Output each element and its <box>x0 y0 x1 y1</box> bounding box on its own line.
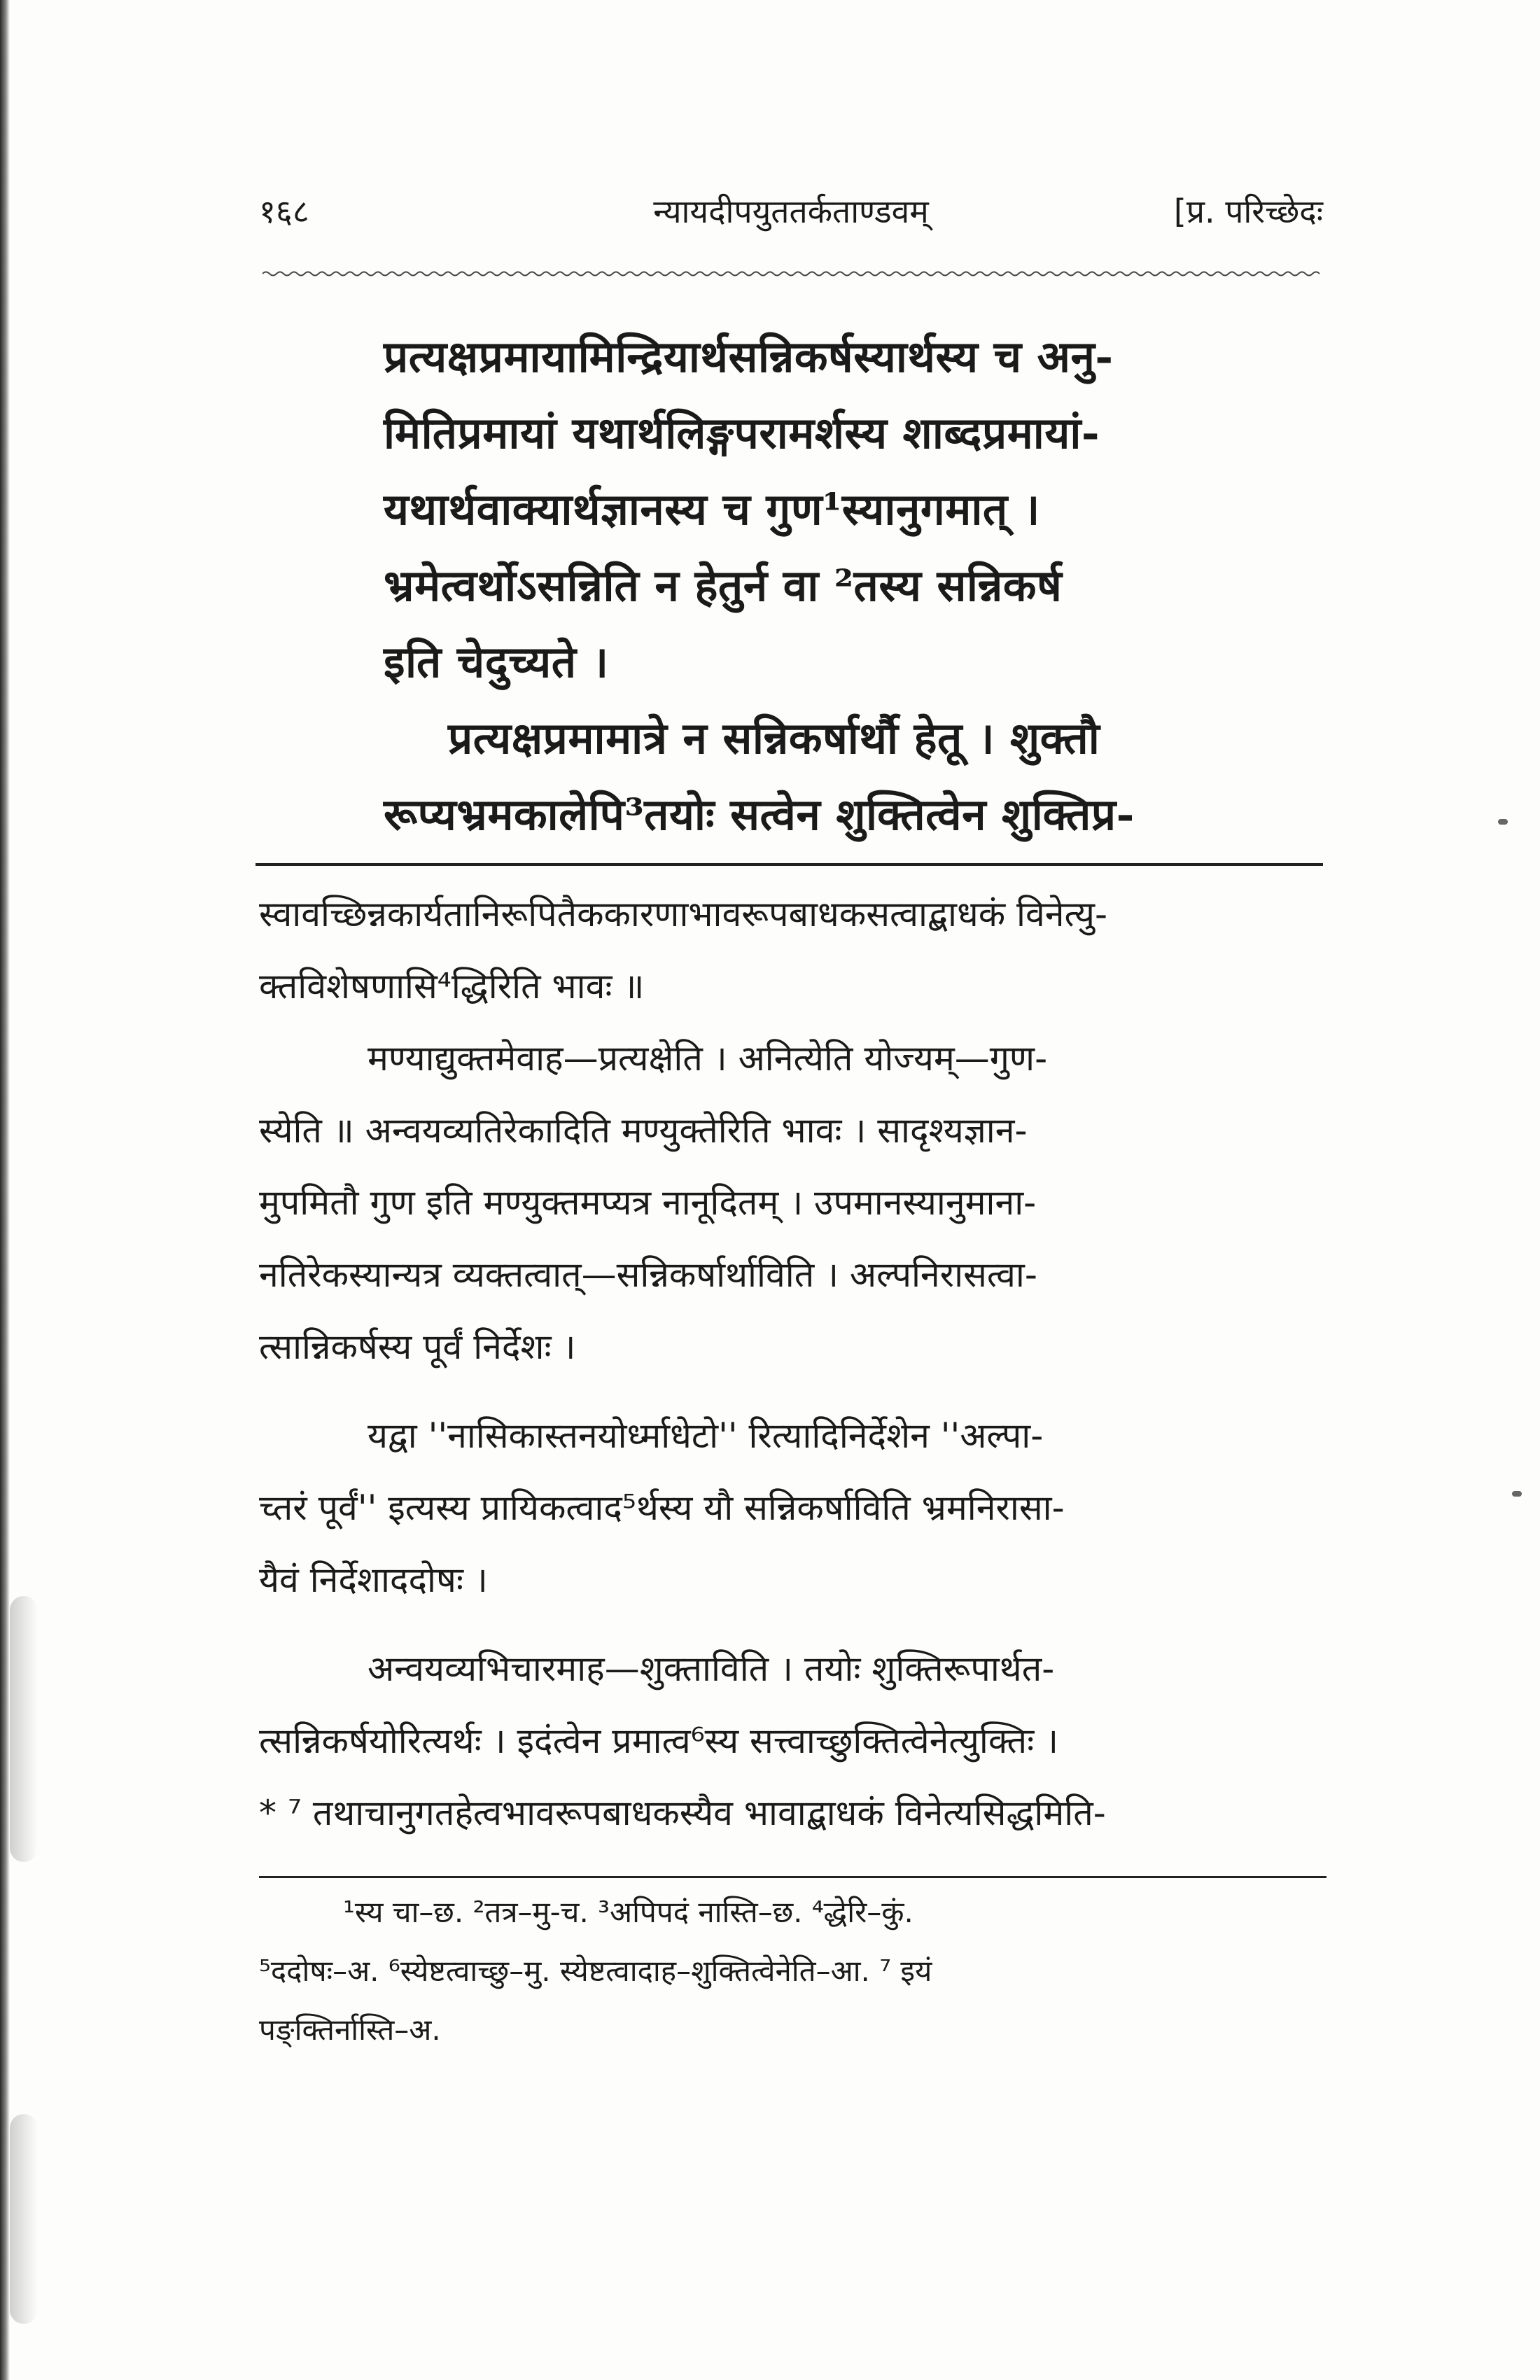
commentary-line: अन्वयव्यभिचारमाह—शुक्ताविति । तयोः शुक्तिरूपार्थत- <box>368 1648 1055 1689</box>
scan-speck <box>1512 1491 1522 1497</box>
footnote-rule <box>259 1876 1326 1878</box>
commentary-line: नतिरेकस्यान्यत्र व्यक्तत्वात्—सन्निकर्षार्थाविति । अल्पनिरासत्वा- <box>259 1254 1037 1295</box>
footnote-line: ⁵ददोषः–अ. ⁶स्येष्टत्वाच्छु–मु. स्येष्टत्वादाह–शुक्तित्वेनेति–आ. ⁷ इयं <box>259 1954 932 1988</box>
footnote-line: पङ्क्तिर्नास्ति–अ. <box>259 2012 441 2047</box>
main-text-line: इति चेदुच्यते । <box>384 636 609 687</box>
commentary-line: * ⁷ तथाचानुगतहेत्वभावरूपबाधकस्यैव भावाद्बाधकं विनेत्यसिद्धमिति- <box>259 1793 1106 1833</box>
section-label: [प्र. परिच्छेदः <box>1173 192 1323 230</box>
running-header <box>259 189 1323 245</box>
main-text-line: भ्रमेत्वर्थोऽसन्निति न हेतुर्न वा ²तस्य सन्निकर्ष <box>384 560 1063 611</box>
commentary-block <box>259 878 1326 1849</box>
footnote-line: ¹स्य चा–छ. ²तत्र–मु-च. ³अपिपदं नास्ति–छ. ⁴द्धेरि–कुं. <box>343 1895 913 1929</box>
scan-speck <box>1498 819 1508 825</box>
main-text-line: प्रत्यक्षप्रमामात्रे न सन्निकर्षार्थौ हेतू । शुक्तौ <box>448 713 1100 764</box>
commentary-line: क्तविशेषणासि⁴द्धिरिति भावः ॥ <box>259 966 645 1007</box>
commentary-line: स्येति ॥ अन्वयव्यतिरेकादिति मण्युक्तेरिति भावः । सादृश्यज्ञान- <box>259 1110 1028 1151</box>
running-title: न्यायदीपयुततर्कताण्डवम् <box>653 192 929 230</box>
text-commentary-divider <box>255 863 1323 866</box>
commentary-line: मण्याद्युक्तमेवाह—प्रत्यक्षेति । अनित्येति योज्यम्—गुण- <box>368 1038 1048 1079</box>
main-text-block <box>384 318 1210 853</box>
commentary-line: यद्वा ''नासिकास्तनयोर्ध्माधेटो'' रित्यादिनिर्देशेन ''अल्पा- <box>368 1415 1044 1456</box>
page-number: १६८ <box>259 192 309 230</box>
header-wavy-rule <box>262 270 1323 278</box>
main-text-line: प्रत्यक्षप्रमायामिन्द्रियार्थसन्निकर्षस्यार्थस्य च अनु- <box>384 331 1114 382</box>
commentary-line: त्सन्निकर्षयोरित्यर्थः । इदंत्वेन प्रमात्व⁶स्य सत्त्वाच्छुक्तित्वेनेत्युक्तिः । <box>259 1721 1059 1761</box>
commentary-line: स्वावच्छिन्नकार्यतानिरूपितैककारणाभावरूपबाधकसत्वाद्बाधकं विनेत्यु- <box>259 894 1108 934</box>
commentary-line: च्तरं पूर्वं'' इत्यस्य प्रायिकत्वाद⁵र्थस्य यौ सन्निकर्षाविति भ्रमनिरासा- <box>259 1488 1065 1528</box>
main-text-line: यथार्थवाक्यार्थज्ञानस्य च गुण¹स्यानुगमात् । <box>384 484 1040 535</box>
footnotes-block <box>259 1883 1326 2059</box>
page-fold-mark <box>10 1596 38 1862</box>
page-fold-mark <box>10 2114 38 2324</box>
binding-shadow <box>0 0 10 2380</box>
main-text-line: रूप्यभ्रमकालेपि³तयोः सत्वेन शुक्तित्वेन शुक्तिप्र- <box>384 789 1135 840</box>
commentary-line: त्सान्निकर्षस्य पूर्वं निर्देशः । <box>259 1326 576 1367</box>
commentary-line: मुपमितौ गुण इति मण्युक्तमप्यत्र नानूदितम् । उपमानस्यानुमाना- <box>259 1182 1037 1223</box>
main-text-line: मितिप्रमायां यथार्थलिङ्गपरामर्शस्य शाब्दप्रमायां- <box>384 407 1100 458</box>
commentary-line: यैवं निर्देशाददोषः । <box>259 1560 488 1600</box>
